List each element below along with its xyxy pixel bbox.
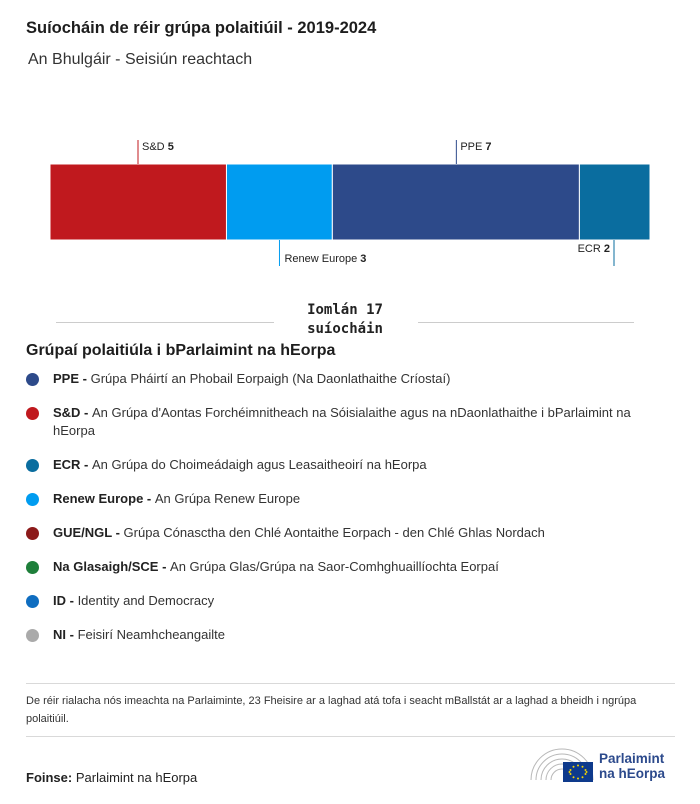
legend-dot-icon (26, 459, 39, 472)
bar-segment-s-d (50, 164, 226, 240)
legend-desc: Identity and Democracy (77, 593, 215, 608)
source-label: Foinse: (26, 770, 73, 785)
legend-abbr: PPE - (53, 371, 91, 386)
legend-dot-icon (26, 595, 39, 608)
legend-abbr: Na Glasaigh/SCE - (53, 559, 171, 574)
total-seats (0, 300, 700, 340)
stacked-seat-bar-chart (0, 130, 700, 270)
european-parliament-logo (529, 744, 679, 786)
legend-abbr: Renew Europe - (53, 491, 155, 506)
divider (26, 736, 675, 737)
legend-item-renew-europe (26, 490, 676, 508)
legend-dot-icon (26, 527, 39, 540)
legend-abbr: ECR - (53, 457, 92, 472)
legend-desc: An Grúpa Renew Europe (154, 491, 301, 506)
legend-item-ni (26, 626, 676, 644)
legend-item-s-d (26, 404, 676, 440)
legend-dot-icon (26, 629, 39, 642)
total-divider-left (56, 322, 274, 323)
bar-segment-renew-europe (226, 164, 332, 240)
parliament-hemicycle-icon (529, 744, 595, 786)
chart-title: Suíocháin de réir grúpa polaitiúil - 2019-2024 (26, 19, 377, 37)
logo-text (599, 751, 665, 781)
legend-item-id (26, 592, 676, 610)
source-value: Parlaimint na hEorpa (75, 770, 198, 785)
legend-dot-icon (26, 407, 39, 420)
legend-abbr: GUE/NGL - (53, 525, 124, 540)
bar-segment-ppe (332, 164, 579, 240)
legend-desc: An Grúpa do Choimeádaigh agus Leasaitheoirí na hEorpa (92, 457, 427, 472)
legend-desc: An Grúpa d'Aontas Forchéimnitheach na Sóisialaithe agus na nDaonlathaithe i bParlaimint na hEorpa (53, 405, 631, 438)
legend-desc: Grúpa Pháirtí an Phobail Eorpaigh (Na Daonlathaithe Críostaí) (90, 371, 451, 386)
legend-item-na-glasaigh-sce (26, 558, 676, 576)
logo-line-2: na hEorpa (599, 766, 666, 781)
seg-label-ppe: PPE 7 (460, 141, 492, 153)
legend-item-gue-ngl (26, 524, 676, 542)
legend-dot-icon (26, 493, 39, 506)
legend-desc: Grúpa Cónasctha den Chlé Aontaithe Eorpach - den Chlé Ghlas Nordach (123, 525, 545, 540)
legend-dot-icon (26, 373, 39, 386)
logo-line-1: Parlaimint (599, 751, 665, 766)
total-seats-label: Iomlán 17 suíocháin (307, 302, 383, 337)
legend-desc: An Grúpa Glas/Grúpa na Saor-Comhghuaillíochta Eorpaí (170, 559, 499, 574)
chart-subtitle: An Bhulgáir - Seisiún reachtach (28, 51, 253, 68)
bar-segment-ecr (579, 164, 650, 240)
seg-label-s-d: S&D 5 (142, 141, 174, 153)
legend-item-ecr (26, 456, 676, 474)
footnote: De réir rialacha nós imeachta na Parlaiminte, 23 Fheisire ar a laghad atá tofa i seacht mBallstát ar a laghad a bheidh i ngrúpa polaitiúil. (26, 695, 637, 725)
legend (26, 370, 676, 660)
seg-label-renew-europe: Renew Europe 3 (284, 253, 367, 265)
legend-abbr: NI - (53, 627, 78, 642)
legend-dot-icon (26, 561, 39, 574)
seg-label-ecr: ECR 2 (577, 243, 610, 255)
legend-item-ppe (26, 370, 676, 388)
legend-desc: Feisirí Neamhcheangailte (77, 627, 225, 642)
total-divider-right (418, 322, 634, 323)
legend-abbr: S&D - (53, 405, 92, 420)
divider (26, 683, 675, 684)
legend-abbr: ID - (53, 593, 78, 608)
source (26, 770, 197, 785)
legend-title: Grúpaí polaitiúla i bParlaimint na hEorpa (26, 342, 336, 359)
